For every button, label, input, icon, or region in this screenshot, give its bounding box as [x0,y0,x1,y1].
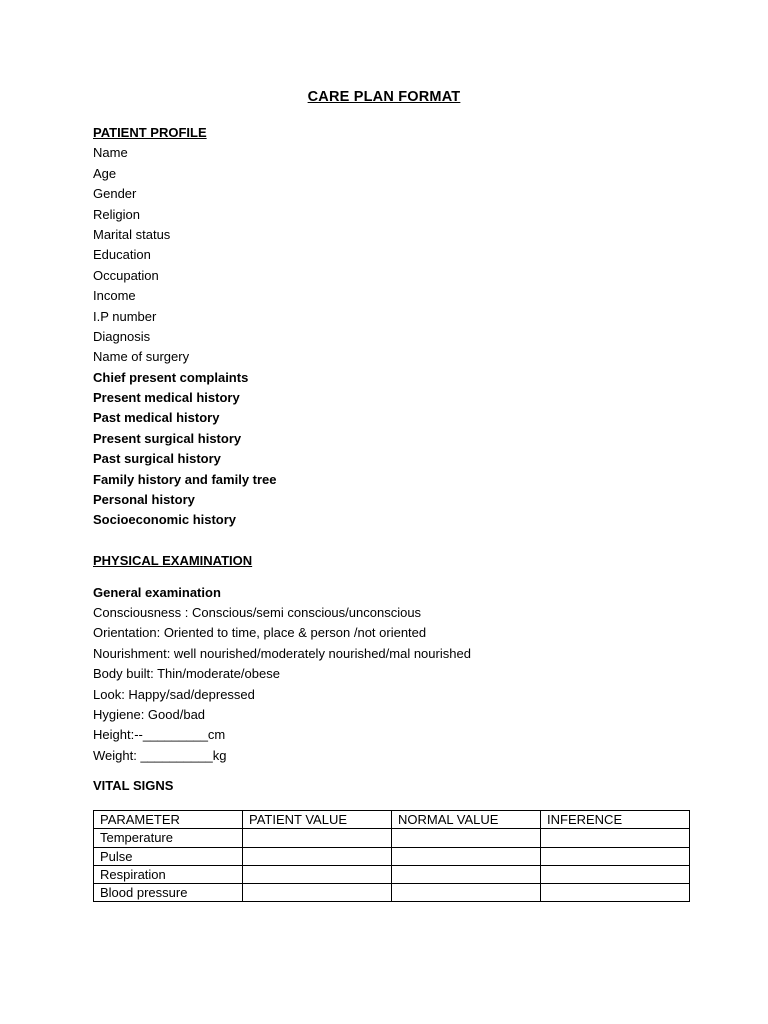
exam-body-built: Body built: Thin/moderate/obese [93,666,280,682]
column-header-patient-value: PATIENT VALUE [243,811,392,829]
document-body [93,123,693,797]
general-examination-heading: General examination [93,584,221,600]
table-row [94,884,690,902]
cell-inference [541,884,690,902]
cell-patient-value [243,884,392,902]
row-parameter-pulse: Pulse [94,847,243,865]
profile-field-marital-status: Marital status [93,226,171,242]
exam-weight: Weight: __________kg [93,747,227,763]
profile-field-age: Age [93,165,117,181]
history-chief-complaints: Chief present complaints [93,369,249,385]
history-past-medical: Past medical history [93,410,220,426]
cell-inference [541,847,690,865]
profile-field-diagnosis: Diagnosis [93,328,151,344]
profile-field-ip-number: I.P number [93,308,157,324]
cell-inference [541,829,690,847]
history-family: Family history and family tree [93,471,277,487]
profile-field-occupation: Occupation [93,267,159,283]
physical-examination-heading: PHYSICAL EXAMINATION [93,553,253,569]
vital-signs-table [93,810,690,902]
row-parameter-blood-pressure: Blood pressure [94,884,243,902]
section-spacer [93,572,693,583]
history-socioeconomic: Socioeconomic history [93,512,237,528]
page-title: CARE PLAN FORMAT [307,89,461,105]
patient-profile-heading: PATIENT PROFILE [93,125,207,140]
table-row [94,829,690,847]
profile-field-name-of-surgery: Name of surgery [93,349,190,365]
cell-normal-value [392,847,541,865]
row-parameter-respiration: Respiration [94,865,243,883]
profile-field-name: Name [93,145,128,161]
row-parameter-temperature: Temperature [94,829,243,847]
profile-field-income: Income [93,288,136,304]
exam-height: Height:--_________cm [93,727,226,743]
exam-hygiene: Hygiene: Good/bad [93,706,206,722]
cell-inference [541,865,690,883]
table-row [94,865,690,883]
profile-field-religion: Religion [93,206,140,222]
history-past-surgical: Past surgical history [93,451,221,467]
history-present-surgical: Present surgical history [93,430,242,446]
exam-nourishment: Nourishment: well nourished/moderately nourished/mal nourished [93,645,471,661]
vital-signs-heading: VITAL SIGNS [93,778,174,794]
cell-normal-value [392,884,541,902]
section-spacer [93,531,693,551]
column-header-inference: INFERENCE [541,811,690,829]
cell-patient-value [243,829,392,847]
column-header-normal-value: NORMAL VALUE [392,811,541,829]
cell-normal-value [392,829,541,847]
exam-consciousness: Consciousness : Conscious/semi conscious/unconscious [93,604,422,620]
exam-orientation: Orientation: Oriented to time, place & person /not oriented [93,625,427,641]
table-header-row [94,811,690,829]
profile-field-education: Education [93,247,151,263]
cell-patient-value [243,865,392,883]
history-present-medical: Present medical history [93,390,240,406]
profile-field-gender: Gender [93,186,137,202]
cell-patient-value [243,847,392,865]
history-personal: Personal history [93,492,195,508]
table-row [94,847,690,865]
cell-normal-value [392,865,541,883]
exam-look: Look: Happy/sad/depressed [93,686,255,702]
column-header-parameter: PARAMETER [94,811,243,829]
